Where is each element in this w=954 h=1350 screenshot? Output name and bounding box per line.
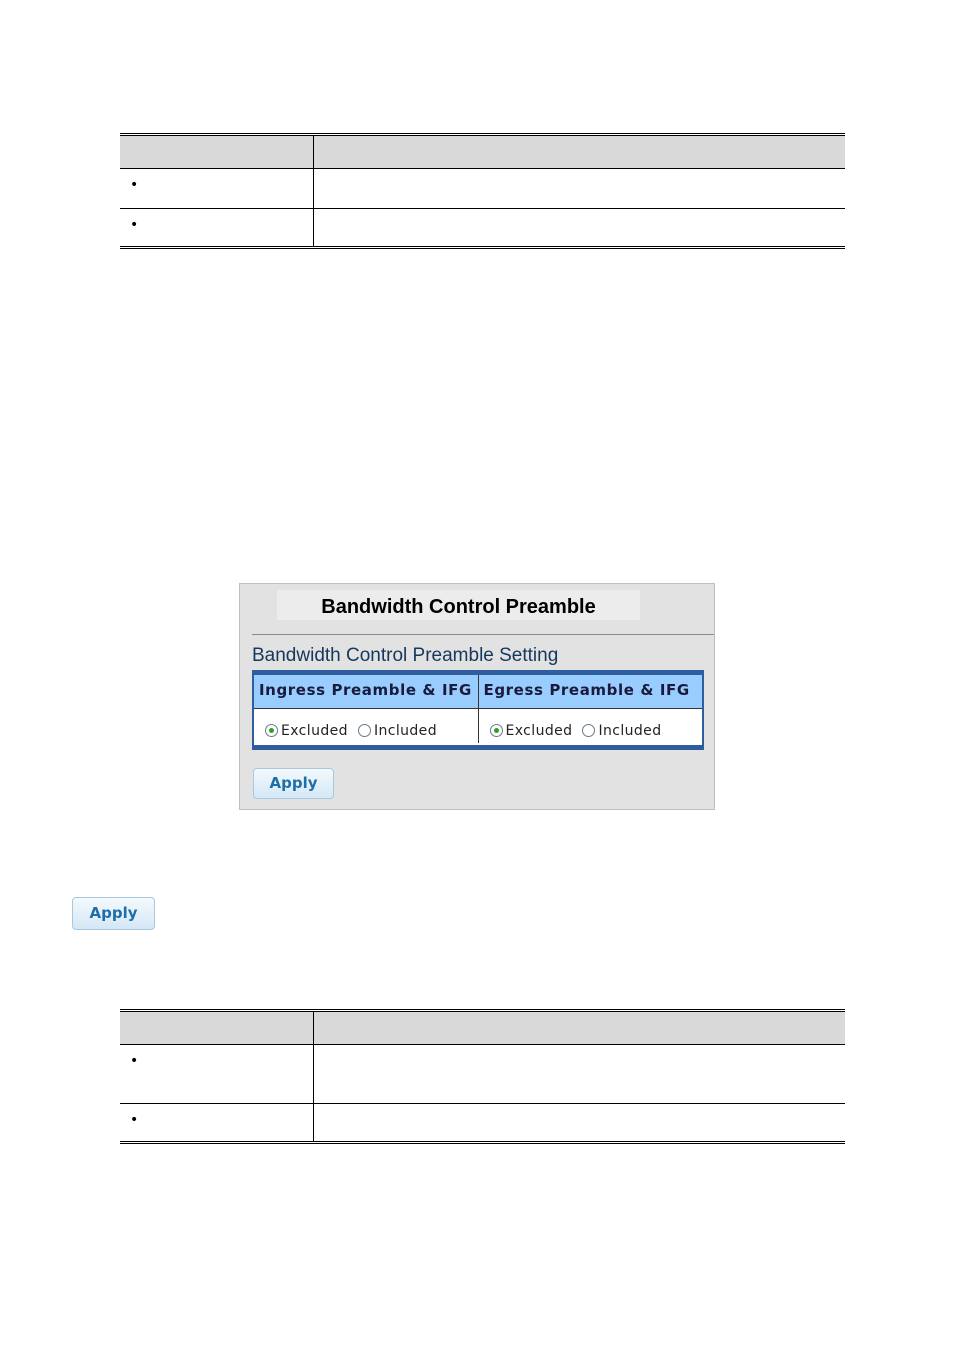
preamble-table-row <box>254 708 702 743</box>
ingress-radio-group <box>254 709 479 743</box>
bullet: • <box>130 177 139 193</box>
egress-excluded-radio[interactable] <box>490 724 503 737</box>
bullet: • <box>130 217 139 233</box>
ingress-excluded-radio[interactable] <box>265 724 278 737</box>
ingress-excluded-label[interactable]: Excluded <box>281 722 348 739</box>
column-ingress-preamble: Ingress Preamble & IFG <box>254 675 479 708</box>
preamble-setting-table <box>252 670 704 750</box>
header-col-object <box>120 136 314 168</box>
ingress-included-label[interactable]: Included <box>373 722 437 739</box>
top-spec-table <box>120 133 845 249</box>
table-row <box>120 209 845 247</box>
page-title: Bandwidth Control Preamble <box>321 596 596 618</box>
apply-button[interactable]: Apply <box>253 768 334 799</box>
egress-included-radio[interactable] <box>582 724 595 737</box>
table-row <box>120 169 845 209</box>
apply-button-illustration[interactable]: Apply <box>72 897 155 930</box>
table-header <box>120 1012 845 1045</box>
header-col-object <box>120 1012 314 1044</box>
bottom-spec-table <box>120 1009 845 1144</box>
column-egress-preamble: Egress Preamble & IFG <box>483 681 690 699</box>
table-row <box>120 1104 845 1142</box>
table-header <box>120 136 845 169</box>
divider <box>252 634 714 635</box>
panel-title-box <box>277 590 640 620</box>
preamble-table-header <box>254 672 702 708</box>
bandwidth-control-preamble-panel <box>239 583 715 810</box>
egress-excluded-label[interactable]: Excluded <box>505 722 573 739</box>
ingress-included-radio[interactable] <box>358 724 371 737</box>
bullet: • <box>130 1112 139 1128</box>
egress-included-label[interactable]: Included <box>598 722 662 739</box>
section-title: Bandwidth Control Preamble Setting <box>252 645 559 666</box>
table-row <box>120 1045 845 1104</box>
bullet: • <box>130 1053 139 1069</box>
egress-radio-group <box>479 709 703 743</box>
